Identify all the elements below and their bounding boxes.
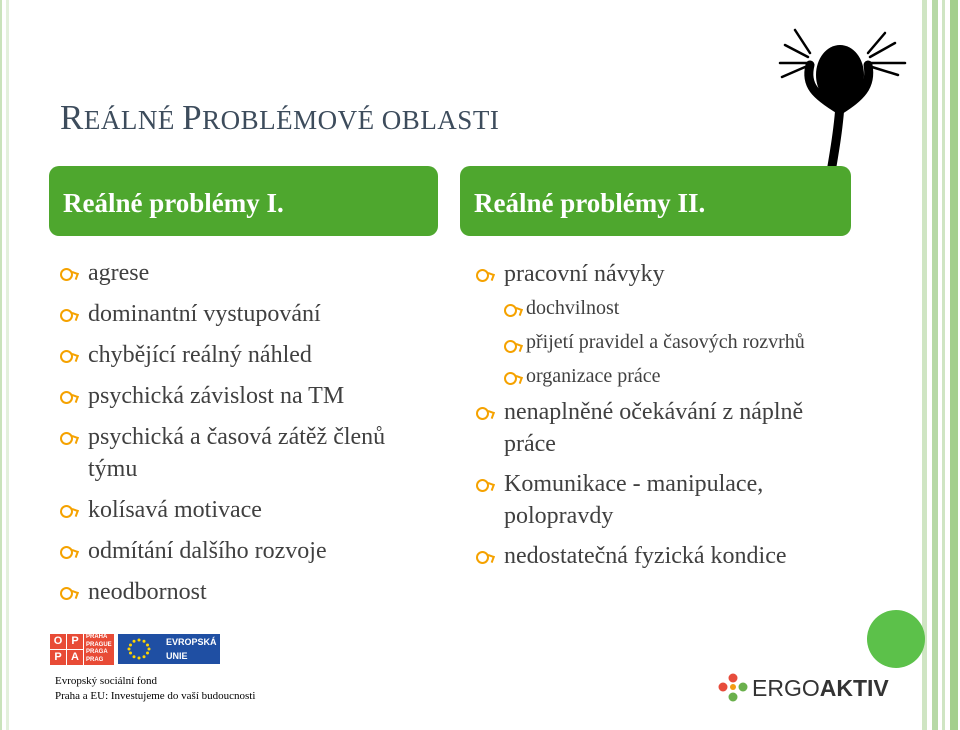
list-item: kolísavá motivace xyxy=(60,494,440,526)
eu-label: EVROPSKÁ UNIE xyxy=(160,634,220,664)
list-item: pracovní návyky dochvilnost přijetí pravidel a časových rozvrhů organizace práce xyxy=(476,258,876,390)
bullet-icon xyxy=(60,309,73,322)
bullet-icon xyxy=(60,546,73,559)
bullet-icon xyxy=(476,407,489,420)
right-column-header: Reálné problémy II. xyxy=(460,166,851,236)
left-edge-stripe-2 xyxy=(6,0,9,730)
list-item: agrese xyxy=(60,257,440,289)
left-column-header: Reálné problémy I. xyxy=(49,166,438,236)
eu-flag-icon xyxy=(118,634,160,664)
sub-list-item: dochvilnost xyxy=(504,294,876,322)
sub-list xyxy=(504,294,876,390)
bullet-icon xyxy=(504,304,517,317)
list-item: chybějící reálný náhled xyxy=(60,339,440,371)
right-stripe-1 xyxy=(922,0,927,730)
right-problem-list xyxy=(476,258,876,572)
bullet-icon xyxy=(504,340,517,353)
sub-list-item: organizace práce xyxy=(504,362,876,390)
list-item: psychická závislost na TM xyxy=(60,380,440,412)
praha-logo: PRAHA PRAGUE PRAGA PRAG xyxy=(84,634,114,665)
bullet-icon xyxy=(476,479,489,492)
bullet-icon xyxy=(60,391,73,404)
list-item: Komunikace - manipulace, polopravdy xyxy=(476,468,874,532)
bullet-icon xyxy=(60,505,73,518)
list-item: nenaplněné očekávání z náplně práce xyxy=(476,396,834,460)
sub-list-item: přijetí pravidel a časových rozvrhů xyxy=(504,330,846,354)
bullet-icon xyxy=(60,587,73,600)
left-edge-stripe xyxy=(0,0,2,730)
list-item: psychická a časová zátěž členů týmu xyxy=(60,421,418,485)
ergoaktiv-logo-text: ERGOAKTIV xyxy=(752,675,889,701)
opp-a-logo: O P P A xyxy=(50,634,114,664)
list-item: odmítání dalšího rozvoje xyxy=(60,535,440,567)
right-stripe-4 xyxy=(950,0,958,730)
ergoaktiv-logo-icon xyxy=(716,672,750,706)
list-item: neodbornost xyxy=(60,576,440,608)
right-stripe-2 xyxy=(932,0,938,730)
esf-line-2: Praha a EU: Investujeme do vaší budoucnosti xyxy=(55,690,256,702)
bullet-icon xyxy=(476,551,489,564)
bullet-icon xyxy=(476,269,489,282)
list-item: nedostatečná fyzická kondice xyxy=(476,540,876,572)
bullet-icon xyxy=(60,350,73,363)
bullet-icon xyxy=(504,372,517,385)
bullet-icon xyxy=(60,432,73,445)
left-problem-list xyxy=(60,257,440,608)
decorative-green-circle xyxy=(867,610,925,668)
esf-line-1: Evropský sociální fond xyxy=(55,675,158,687)
list-item: dominantní vystupování xyxy=(60,298,440,330)
slide-title: REÁLNÉ PROBLÉMOVÉ OBLASTI xyxy=(60,98,500,137)
right-stripe-3 xyxy=(942,0,945,730)
bullet-icon xyxy=(60,268,73,281)
